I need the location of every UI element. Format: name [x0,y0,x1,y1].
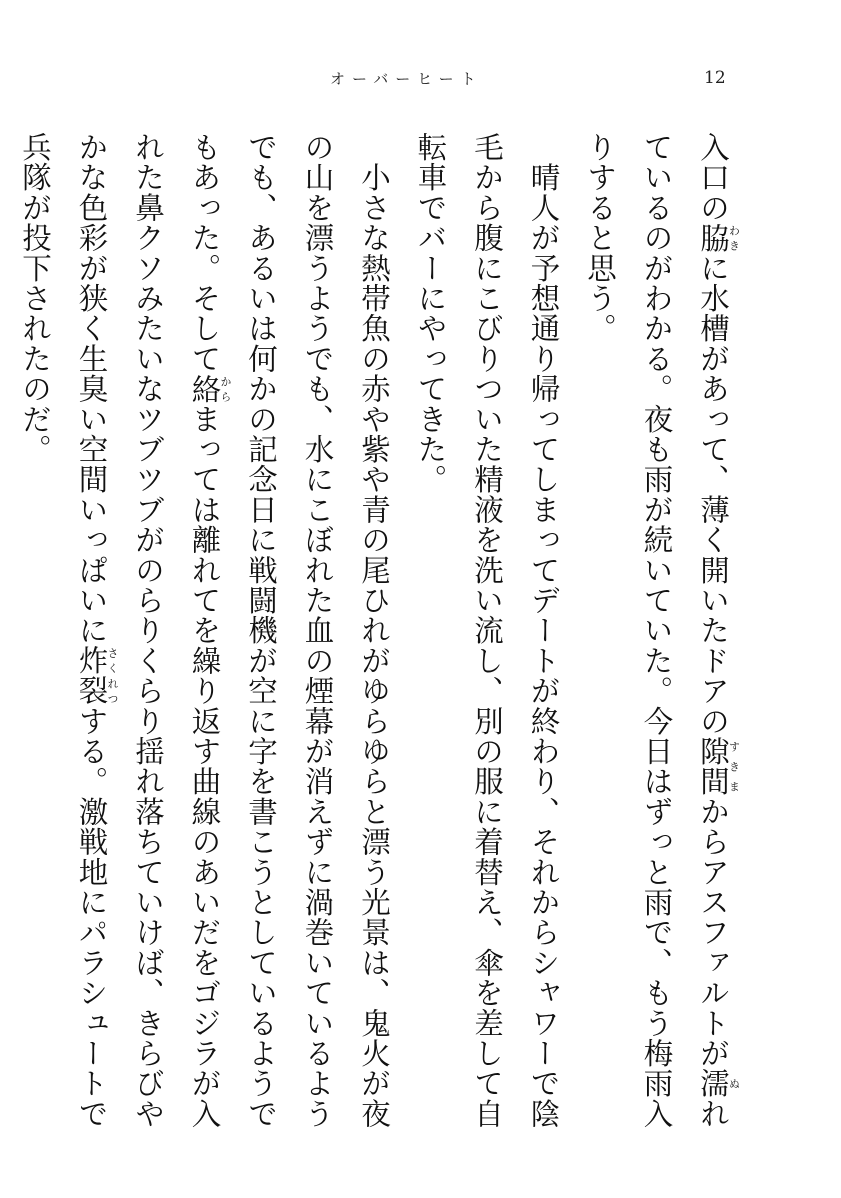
furigana: ぬ [727,1068,741,1099]
text-segment: に水槽があって、薄く開いたドアの [696,252,730,737]
running-title: オーバーヒート [330,70,483,88]
paragraph-2 [402,132,572,1132]
text-segment: する。激戦地にパラシュートで兵隊が投下されたのだ。 [18,132,109,1129]
text-segment: からアスファルトが [696,796,730,1069]
ruby-base: 脇 [696,222,730,253]
text-segment: れているのがわかる。夜も雨が続いていた。今日はずっと雨で、もう梅雨入りすると思う。 [583,132,730,1129]
ruby-base: 濡 [696,1068,730,1099]
furigana: すきま [727,736,741,797]
text-segment: まっては離れてを繰り返す曲線のあいだをゴジラが入れた鼻クソみたいなツブツブがのらりくらり揺れ落ちていけば、きらびやかな色彩が狭く生臭い空間いっぱいに [74,132,222,1129]
body-text [0,132,741,1132]
ruby-annotation [696,1068,741,1099]
ruby-base: 絡 [187,373,222,404]
text-segment: 小さな熱帯魚の赤や紫や青の尾ひれがゆらゆらと漂う光景は、鬼火が夜の山を漂うようでも、水にこぼれた血の煙幕が消えずに渦巻いているようでも、あるいは何かの記念日に戦闘機が空に字を書こうとしているようでもあった。そして [187,132,391,1129]
ruby-annotation [187,373,232,404]
ruby-annotation [696,736,741,797]
ruby-base: 炸裂 [74,645,109,706]
furigana: わき [727,222,741,253]
ruby-annotation [696,222,741,253]
furigana: から [219,373,232,404]
page-number: 12 [704,68,726,88]
paragraph-3 [7,132,403,1132]
text-segment: 入口の [696,132,730,223]
ruby-base: 隙間 [696,736,730,797]
paragraph-4 [0,132,7,1132]
furigana: さくれつ [106,645,119,706]
ruby-annotation [74,645,119,706]
paragraph-1 [572,132,742,1132]
text-segment: 晴人が予想通り帰ってしまってデートが終わり、それからシャワーで陰毛から腹にこびりついた精液を洗い流し、別の服に着替え、傘を差して自転車でバーにやってきた。 [413,132,561,1129]
